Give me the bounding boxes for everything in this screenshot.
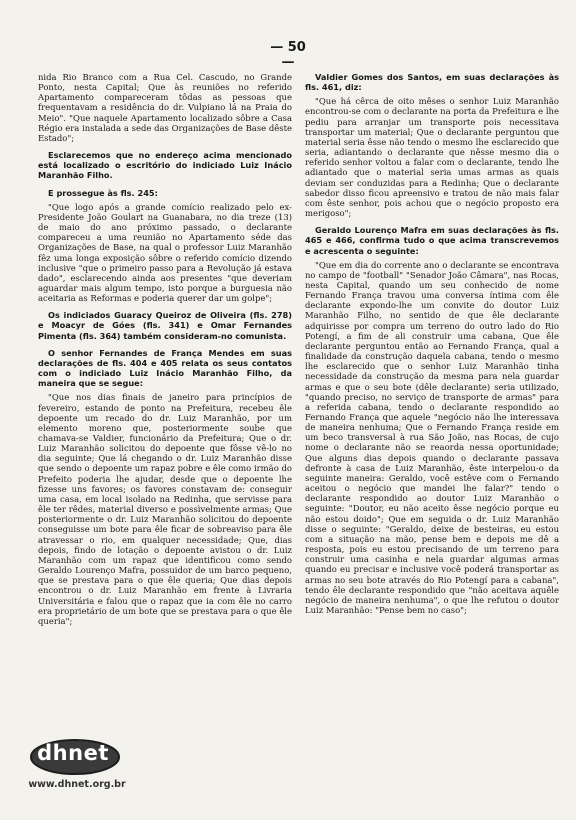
paragraph: "Que em dia do corrente ano o declarante se encontrava no campo de "football" "Senador João Câmara", nas Rocas, nesta Capital, quando um seu conhecido de nome Fernando França travou uma conversa íntima com êle declarante expondo-lhe um convite do doutor Luiz Maranhão Filho, no sentido de que êle declarante adquirisse por compra um terreno do outro lado do Rio Potengí, a fim de ali construir uma cabana, Que êle declarante perguntou então ao Fernando França, qual a finalidade da construção daquela cabana, tendo o mesmo lhe esclarecido que o senhor Luiz Maranhão tinha necessidade da construção da mesma para nela guardar armas e que o seu bote (dêle declarante) seria utilizado, "quando preciso, no serviço de transporte de armas" para a referida cabana, tendo o declarante respondido ao Fernando França que aquele "negócio não lhe interessava de maneira nenhuma; Que o Fernando França reside em um beco transversal à rua São João, nas Rocas, de cujo nome o declarante não se reaorda nessa oportunidade; Que alguns dias depois quando o declarante passava defronte à casa de Luiz Maranhão, êste interpelou-o da seguinte maneira: Geraldo, você estêve com o Fernando aceitou o negócio que mandei lhe falar?" tendo o declarante respondido ao doutor Luiz Maranhão o seguinte: "Doutor, eu não aceito êsse negócio porque eu não estou doido"; Que em seguida o dr. Luiz Maranhão disse o seguinte: "Geraldo, deixe de besteiras, eu estou com a situação na mão, pense bem e depois me dê a resposta, pois eu estou precisando de um terreno para construir uma casinha e nela guardar algumas armas quando eu precisar e inclusive você poderá transportar as armas no seu bote através do Rio Potengí para a cabana", tendo êle declarante respondido que "não aceitava aquêle negócio de maneira nenhuma", o que lhe refutou o doutor Luiz Maranhão: "Pense bem no caso";: [305, 259, 559, 615]
right-column: [305, 72, 559, 615]
paragraph: "Que há cêrca de oito mêses o senhor Luiz Maranhão encontrou-se com o declarante na porta da Prefeitura e lhe pediu para arranjar um transporte pois necessitava transportar um material; Que o declarante perguntou que material seria êsse não tendo o mesmo lhe esclarecido que seria, adiantando o declarante que nêsse mesmo dia o referido senhor voltou a falar com o declarante, tendo lhe adiantado que o material seria umas armas as quais deviam ser conduzidas para a Redinha; Que o declarante sabedor disso ficou apreensivo e tratou de não mais falar com êste senhor, pois achou que o negócio proposto era merigoso";: [305, 96, 559, 219]
logo-text: dhnet: [37, 741, 109, 765]
paragraph: Esclarecemos que no endereço acima mencionado está localizado o escritório do indiciado Luiz Inácio Maranhão Filho.: [38, 150, 292, 181]
paragraph: Os indiciados Guaracy Queiroz de Oliveira (fls. 278) e Moacyr de Góes (fls. 341) e Omar Fernandes Pimenta (fls. 364) também consideram-no comunista.: [38, 310, 292, 341]
site-url[interactable]: www.dhnet.org.br: [28, 779, 126, 790]
paragraph: "Que logo após a grande comício realizado pelo ex-Presidente João Goulart na Guanabara, no dia treze (13) de maio do ano próximo passado, o declarante compareceu a uma reunião no Apartamento séde das Organizações de Base, na qual o professor Luiz Maranhão fêz uma longa exposição sôbre o referido comício dizendo inclusive "que o primeiro passo para a Revolução já estava dado", esclarecendo ainda aos presentes "que deveriam aguardar mais algum tempo, isto porque a burguesia não aceitaria as Reformas e poderia querer dar um golpe";: [38, 201, 292, 304]
left-column: [38, 72, 292, 626]
paragraph: O senhor Fernandes de França Mendes em suas declarações de fls. 404 e 405 relata os seus contatos com o indiciado Luiz Inácio Maranhão Filho, da maneira que se segue:: [38, 347, 292, 389]
paragraph: Geraldo Lourenço Mafra em suas declarações às fls. 465 e 466, confirma tudo o que acima transcrevemos e acrescenta o seguinte:: [305, 225, 559, 256]
paragraph: Valdier Gomes dos Santos, em suas declarações às fls. 461, diz:: [305, 72, 559, 93]
paragraph: nida Rio Branco com a Rua Cel. Cascudo, no Grande Ponto, nesta Capital; Que às reuniões no referido Apartamento compareceram tôdas as pessoas que frequentavam a residência do dr. Vulpiano lá na Praia do Meio". "Que naquele Apartamento localizado sôbre a Casa Régio era instalada a sede das Organizações de Base dêste Estado";: [38, 72, 292, 143]
paragraph: E prossegue às fls. 245:: [48, 187, 158, 198]
page-number: — 50 —: [270, 40, 306, 70]
paragraph: "Que nos dias finais de janeiro para princípios de fevereiro, estando de ponto na Prefeitura, recebeu êle depoente um recado do dr. Luiz Maranhão, por um elemento moreno que, posteriormente soube que chamava-se Valdier, funcionário da Prefeitura; Que o dr. Luiz Maranhão solicitou do depoente que fôsse vê-lo no dia seguinte; Que lá chegando o dr. Luiz Maranhão disse que sendo o depoente um rapaz pobre e êle como irmão do Prefeito poderia lhe ajudar, desde que o depoente lhe fizesse uns favores; os favores constavam de: conseguir uma casa, em local isolado na Redinha, que servisse para êle ter rêdes, material diverso e possìvelmente armas; Que posteriormente o dr. Luiz Maranhão solicitou do depoente conseguisse um bote para êle ficar de sobreaviso para êle atravessar o rio, em qualquer necessidade; Que, dias depois, findo de lotação o depoente avistou o dr. Luiz Maranhão com um rapaz que identificou como sendo Geraldo Lourenço Mafra, possuidor de um barco pequeno, que se prestava para o que êle queria; Que dias depois encontrou o dr. Luiz Maranhão em frente à Livraria Universitária e falou que o rapaz que ia com êle no carro era proprietário de um bote que se prestava para o que êle queria";: [38, 392, 292, 626]
